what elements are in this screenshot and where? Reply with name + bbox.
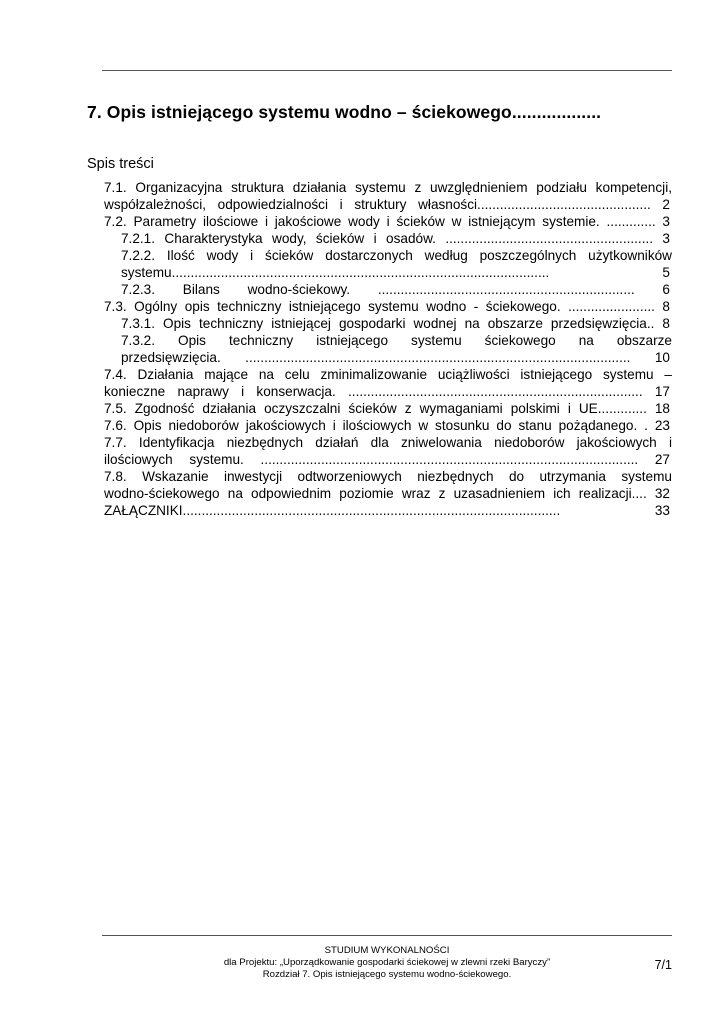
page-number: 7/1 — [654, 958, 672, 972]
toc-line[interactable]: 7.3.2. Opis techniczny istniejącego systemu ściekowego na obszarze — [121, 333, 672, 348]
toc-line[interactable]: 7.4. Działania mające na celu zminimalizowanie uciążliwości istniejącego systemu – — [104, 367, 672, 382]
toc-line[interactable]: 7.6. Opis niedoborów jakościowych i ilościowych w stosunku do stanu pożądanego. . 23 — [104, 418, 670, 433]
header-rule — [102, 70, 672, 71]
toc-line[interactable]: 7.3. Ogólny opis techniczny istniejącego systemu wodno - ściekowego. ....................... 8 — [104, 299, 670, 314]
toc-line[interactable]: ilościowych systemu. .................................................................................................... 27 — [104, 452, 670, 467]
toc-line[interactable]: konieczne naprawy i konserwacja. .............................................................................. 17 — [104, 384, 670, 399]
footer-project: dla Projektu: „Uporządkowanie gospodarki ściekowej w zlewni rzeki Baryczy” — [223, 957, 551, 968]
toc-line[interactable]: przedsięwzięcia. ...................................................................................................... 10 — [121, 350, 670, 365]
toc-line[interactable]: 7.2.1. Charakterystyka wody, ścieków i osadów. ....................................................... 3 — [121, 231, 670, 246]
toc-line[interactable]: 7.2.2. Ilość wody i ścieków dostarczonych według poszczególnych użytkowników — [121, 248, 672, 263]
toc-line[interactable]: 7.8. Wskazanie inwestycji odtworzeniowych niezbędnych do utrzymania systemu — [104, 469, 672, 484]
footer-study-title: STUDIUM WYKONALNOŚCI — [324, 945, 450, 956]
toc-line[interactable]: ZAŁĄCZNIKI.................................................................................................... 33 — [104, 503, 670, 518]
chapter-heading: 7. Opis istniejącego systemu wodno – ściekowego.................. — [87, 102, 602, 122]
toc-line[interactable]: 7.7. Identyfikacja niezbędnych działań dla zniwelowania niedoborów jakościowych i — [104, 435, 672, 450]
footer-rule — [102, 935, 672, 936]
toc-line[interactable]: wodno-ściekowego na odpowiednim poziomie wraz z uzasadnieniem ich realizacji.... 32 — [104, 486, 670, 501]
toc-line[interactable]: 7.5. Zgodność działania oczyszczalni ścieków z wymaganiami polskimi i UE............. 18 — [104, 401, 670, 416]
toc-line[interactable]: systemu.................................................................................................... 5 — [121, 265, 670, 280]
toc-line[interactable]: 7.3.1. Opis techniczny istniejącej gospodarki wodnej na obszarze przedsięwzięcia.. 8 — [121, 316, 670, 331]
toc-line[interactable]: 7.2.3. Bilans wodno-ściekowy. .................................................................... 6 — [121, 282, 670, 297]
toc-line[interactable]: 7.1. Organizacyjna struktura działania systemu z uwzględnieniem podziału kompetencji, — [104, 180, 672, 195]
footer-chapter: Rozdział 7. Opis istniejącego systemu wodno-ściekowego. — [262, 969, 512, 980]
toc-title: Spis treści — [87, 156, 154, 172]
toc-line[interactable]: współzależności, odpowiedzialności i struktury własności.............................................. 2 — [104, 197, 670, 212]
toc-line[interactable]: 7.2. Parametry ilościowe i jakościowe wody i ścieków w istniejącym systemie. ............. 3 — [104, 214, 670, 229]
